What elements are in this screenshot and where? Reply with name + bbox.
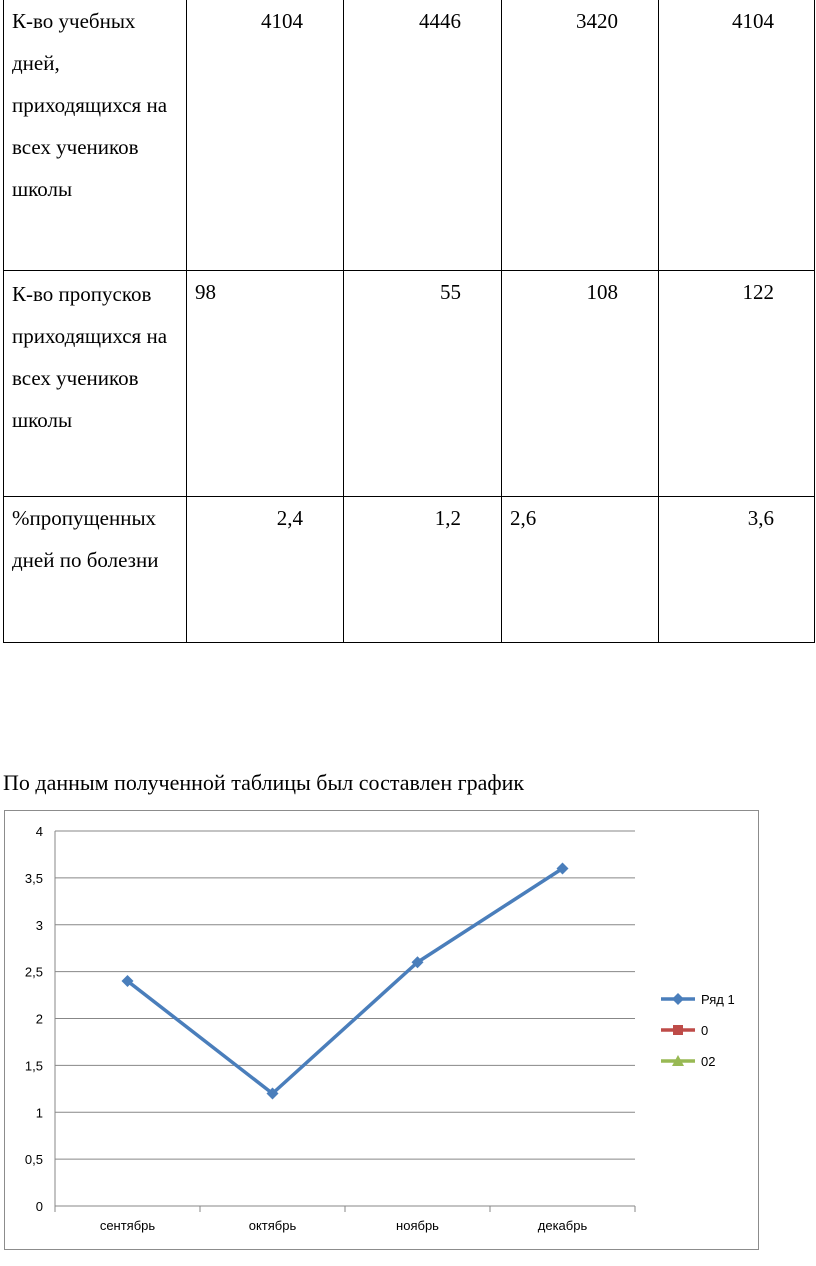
row-label: К-во пропусков приходящихся на всех учеников школы — [4, 270, 187, 496]
chart-caption: По данным полученной таблицы был составлен график — [3, 770, 525, 795]
legend-swatch-marker — [673, 1025, 683, 1035]
x-tick-label: сентябрь — [99, 1218, 156, 1233]
table-cell: 3420 — [502, 0, 659, 270]
chart-area — [4, 810, 759, 1250]
table-cell: 122 — [659, 270, 815, 496]
table-cell: 4446 — [344, 0, 502, 270]
y-tick-label: 1 — [35, 1105, 43, 1121]
y-tick-label: 1,5 — [24, 1058, 43, 1074]
y-tick-label: 0 — [35, 1199, 43, 1214]
table-row — [4, 496, 815, 642]
line-chart — [5, 811, 758, 1249]
y-tick-label: 3,5 — [24, 870, 43, 886]
y-tick-label: 4 — [35, 824, 43, 839]
table-row — [4, 270, 815, 496]
x-tick-label: октябрь — [248, 1218, 297, 1233]
table-cell: 1,2 — [344, 496, 502, 642]
y-tick-label: 2,5 — [24, 964, 43, 980]
legend-entry: 02 — [701, 1054, 716, 1069]
y-tick-label: 0,5 — [24, 1152, 43, 1168]
table-cell: 55 — [344, 270, 502, 496]
table-cell: 2,4 — [187, 496, 344, 642]
table-cell: 2,6 — [502, 496, 659, 642]
table-cell: 108 — [502, 270, 659, 496]
row-label: К-во учебных дней, приходящихся на всех учеников школы — [4, 0, 187, 270]
table-cell: 4104 — [187, 0, 344, 270]
table-cell: 4104 — [659, 0, 815, 270]
legend-entry: Ряд 1 — [701, 992, 735, 1007]
x-tick-label: декабрь — [537, 1218, 588, 1233]
table-row — [4, 0, 815, 270]
legend-swatch-marker — [672, 993, 684, 1005]
legend-entry: 0 — [701, 1023, 709, 1038]
y-tick-label: 3 — [35, 917, 43, 933]
row-label: %пропущенных дней по болезни — [4, 496, 187, 642]
x-tick-label: ноябрь — [396, 1218, 439, 1233]
series-line — [128, 869, 563, 1094]
attendance-table — [3, 0, 815, 643]
table-cell: 98 — [187, 270, 344, 496]
y-tick-label: 2 — [35, 1011, 43, 1027]
table-cell: 3,6 — [659, 496, 815, 642]
